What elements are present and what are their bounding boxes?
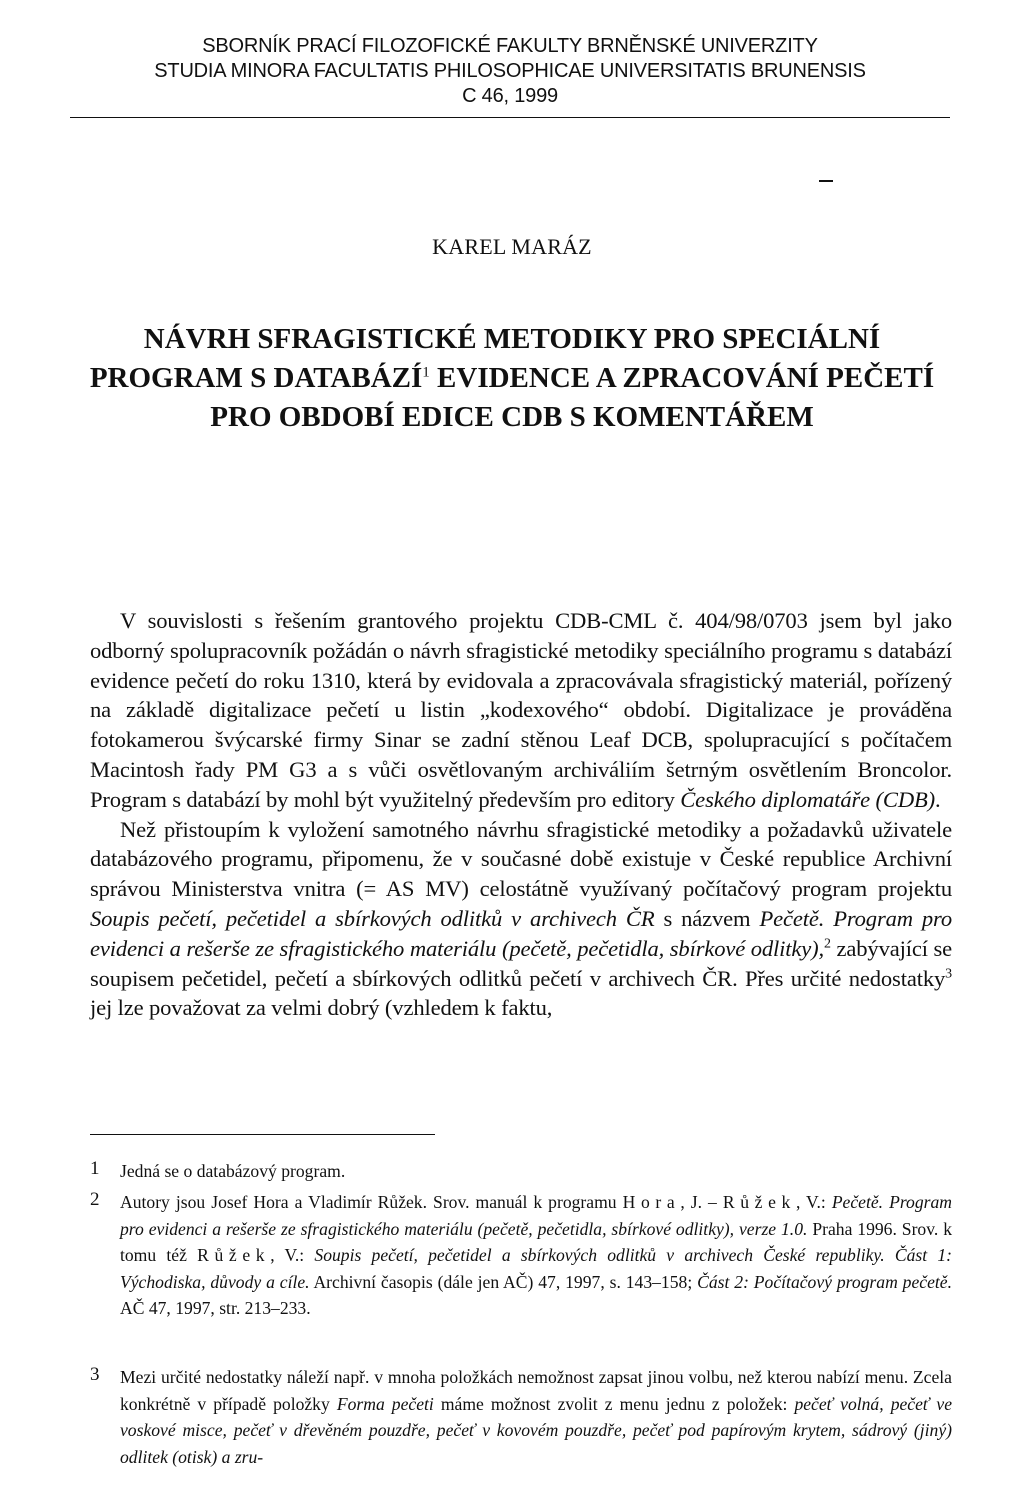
header-volume: C 46, 1999 [462,85,558,107]
footnote-2-spaced-2: Růžek [722,1192,796,1212]
paragraph-2-text-4: jej lze považovat za velmi dobrý (vzhledem k faktu, [90,995,553,1021]
footnote-2-italic-3: Část 2: Počítačový program pečetě. [697,1271,952,1292]
footnote-2-number: 2 [90,1189,100,1210]
paragraph-2-italic-1: Soupis pečetí, pečetidel a sbírkových odlitků v archivech ČR [90,905,655,931]
footnote-ref-2: 2 [824,936,831,952]
footnote-3-italic-1: Forma pečeti [336,1393,434,1414]
paragraph-2 [90,815,952,1024]
footnote-3-text-2: máme možnost zvolit z menu jednu z položek: [433,1393,795,1414]
dash-mark [819,180,833,182]
running-header [70,34,950,109]
author-name: KAREL MARÁZ [432,234,592,259]
footnote-2-text-3: , V.: [795,1192,832,1212]
footnote-1-number: 1 [90,1158,100,1179]
header-line-latin: STUDIA MINORA FACULTATIS PHILOSOPHICAE UNIVERSITATIS BRUNENSIS [154,60,866,82]
footnote-2-italic-2: Soupis pečetí, pečetidel a sbírkových odlitků v archivech České republiky. Část 1: Východiska, důvody a cíle. [120,1245,952,1292]
paragraph-2-italic-2: Pečetě. Program pro evidenci a rešerše ze sfragistického materiálu (pečetě, pečetidla, sbírkové odlitky), [90,905,952,961]
footnote-rule [90,1134,435,1135]
footnote-3-italic-2: pečeť volná, pečeť ve voskové misce, pečeť v dřevěném pouzdře, pečeť v kovovém pouzdře, pečeť pod papírovým krytem, sádrový (jiný) odlitek (otisk) a zru- [120,1393,952,1467]
footnote-2-spaced-3: Růžek [197,1245,271,1265]
footnote-3-text [120,1364,952,1470]
footnote-1 [90,1158,952,1185]
footnote-2-text-4: Praha 1996. Srov. k tomu též [120,1218,952,1265]
footnote-2-text-7: AČ 47, 1997, str. 213–233. [120,1298,311,1318]
footnote-2 [90,1189,952,1322]
paragraph-1-text: V souvislosti s řešením grantového projektu CDB-CML č. 404/98/0703 jsem byl jako odborný spolupracovník požádán o návrh sfragistické metodiky speciálního programu s databází evidence pečetí do roku 1310, která by evidovala a zpracovávala sfragistický materiál, pořízený na základě digitalizace pečetí u listin „kodexového“ období. Digitalizace je prováděna fotokamerou švýcarské firmy Sinar se zadní stěnou Leaf DCB, spolupracující s počítačem Macintosh řady PM G3 a s vůči osvětlovaným archiváliím šetrným osvětlením Broncolor. Program s databází by mohl být využitelný především pro editory [90,608,952,812]
footnote-2-italic-1: Pečetě. Program pro evidenci a rešerše ze sfragistického materiálu (pečetě, pečetidla, sbírkové odlitky), verze 1.0. [120,1192,952,1239]
paragraph-2-text-2: s názvem [654,905,760,931]
title-footnote-ref: 1 [422,364,430,381]
footnote-2-text-6: Archivní časopis (dále jen AČ) 47, 1997, s. 143–158; [309,1271,698,1292]
footnote-2-spaced-1: Hora [622,1192,681,1212]
title-part-1: NÁVRH SFRAGISTICKÉ METODIKY PRO SPECIÁLNÍ PROGRAM S DATABÁZÍ [89,323,881,394]
footnote-3-number: 3 [90,1364,100,1385]
article-title [80,320,944,437]
paragraph-2-text-3: zabývající se soupisem pečetidel, pečetí a sbírkových odlitků pečetí v archivech ČR. Přes určité nedostatky [90,935,952,991]
footnote-2-text-5: , V.: [270,1245,315,1265]
header-rule [70,117,950,118]
footnote-3-text-1: Mezi určité nedostatky náleží např. v mnoha položkách nemožnost zapsat jinou volbu, než kterou nabízí menu. Zcela konkrétně v případě položky [120,1367,952,1414]
paragraph-1-end: . [935,786,941,812]
paragraph-1 [90,606,952,815]
footnote-1-text: Jedná se o databázový program. [120,1161,346,1181]
footnote-2-text [120,1189,952,1322]
footnote-2-text-1: Autory jsou Josef Hora a Vladimír Růžek. Srov. manuál k programu [120,1192,623,1212]
header-line-czech: SBORNÍK PRACÍ FILOZOFICKÉ FAKULTY BRNĚNSKÉ UNIVERZITY [202,35,818,57]
paragraph-2-text-1: Než přistoupím k vyložení samotného návrhu sfragistické metodiky a požadavků uživatele databázového programu, připomenu, že v současné době existuje v České republice Archivní správou Ministerstva vnitra (= AS MV) celostátně využívaný počítačový program projektu [90,816,952,902]
footnote-ref-3: 3 [945,966,952,982]
paragraph-1-italic: Českého diplomatáře (CDB) [680,786,936,812]
footnote-3 [90,1364,952,1470]
article-body [90,606,952,1023]
footnote-2-text-2: , J. – [680,1192,723,1212]
title-part-2: EVIDENCE A ZPRACOVÁNÍ PEČETÍ PRO OBDOBÍ EDICE CDB S KOMENTÁŘEM [210,362,935,433]
